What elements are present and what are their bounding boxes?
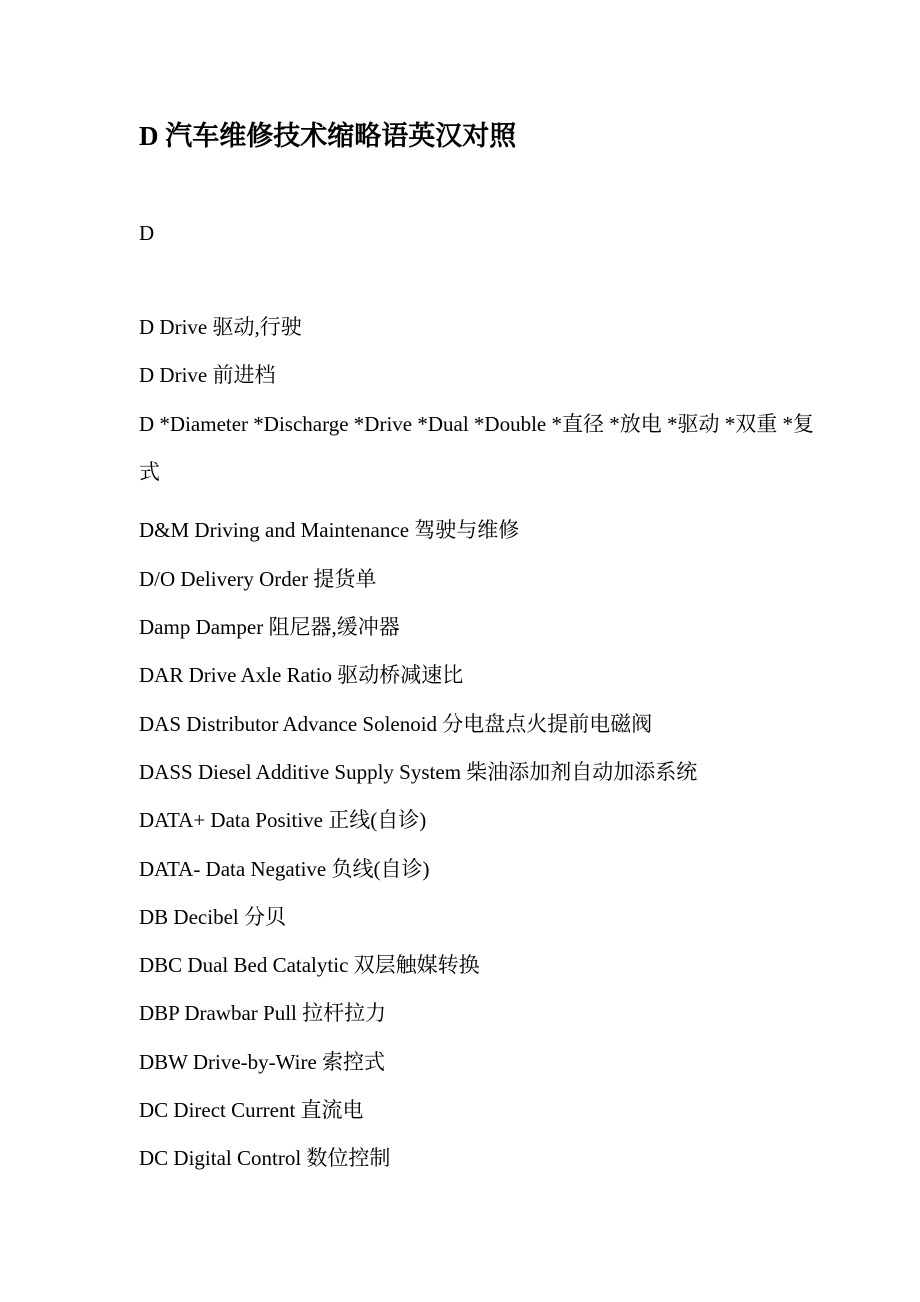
list-item: DBP Drawbar Pull 拉杆拉力 (139, 1001, 387, 1026)
list-item: DB Decibel 分贝 (139, 904, 286, 929)
list-item: D Drive 驱动,行驶 (139, 315, 302, 339)
list-item: DC Direct Current 直流电 (139, 1098, 364, 1123)
list-item: D Drive 前进档 (139, 363, 276, 388)
list-item: DBC Dual Bed Catalytic 双层触媒转换 (139, 953, 480, 978)
list-item: DAR Drive Axle Ratio 驱动桥减速比 (139, 663, 464, 688)
abbreviation-list (139, 313, 819, 1193)
list-item: DATA- Data Negative 负线(自诊) (139, 856, 430, 881)
list-item: DASS Diesel Additive Supply System 柴油添加剂自动加添系统 (139, 759, 698, 784)
section-letter: D (139, 221, 155, 245)
list-item: D *Diameter *Discharge *Drive *Dual *Double *直径 *放电 *驱动 *双重 *复式 (139, 411, 814, 484)
list-item: D/O Delivery Order 提货单 (139, 566, 377, 591)
list-item: DBW Drive-by-Wire 索控式 (139, 1049, 386, 1074)
list-item: Damp Damper 阻尼器,缓冲器 (139, 615, 400, 640)
list-item: DATA+ Data Positive 正线(自诊) (139, 808, 427, 833)
list-item: DAS Distributor Advance Solenoid 分电盘点火提前电磁阀 (139, 711, 653, 736)
list-item: D&M Driving and Maintenance 驾驶与维修 (139, 518, 520, 543)
page-title: D 汽车维修技术缩略语英汉对照 (139, 121, 517, 151)
list-item: DC Digital Control 数位控制 (139, 1146, 391, 1171)
